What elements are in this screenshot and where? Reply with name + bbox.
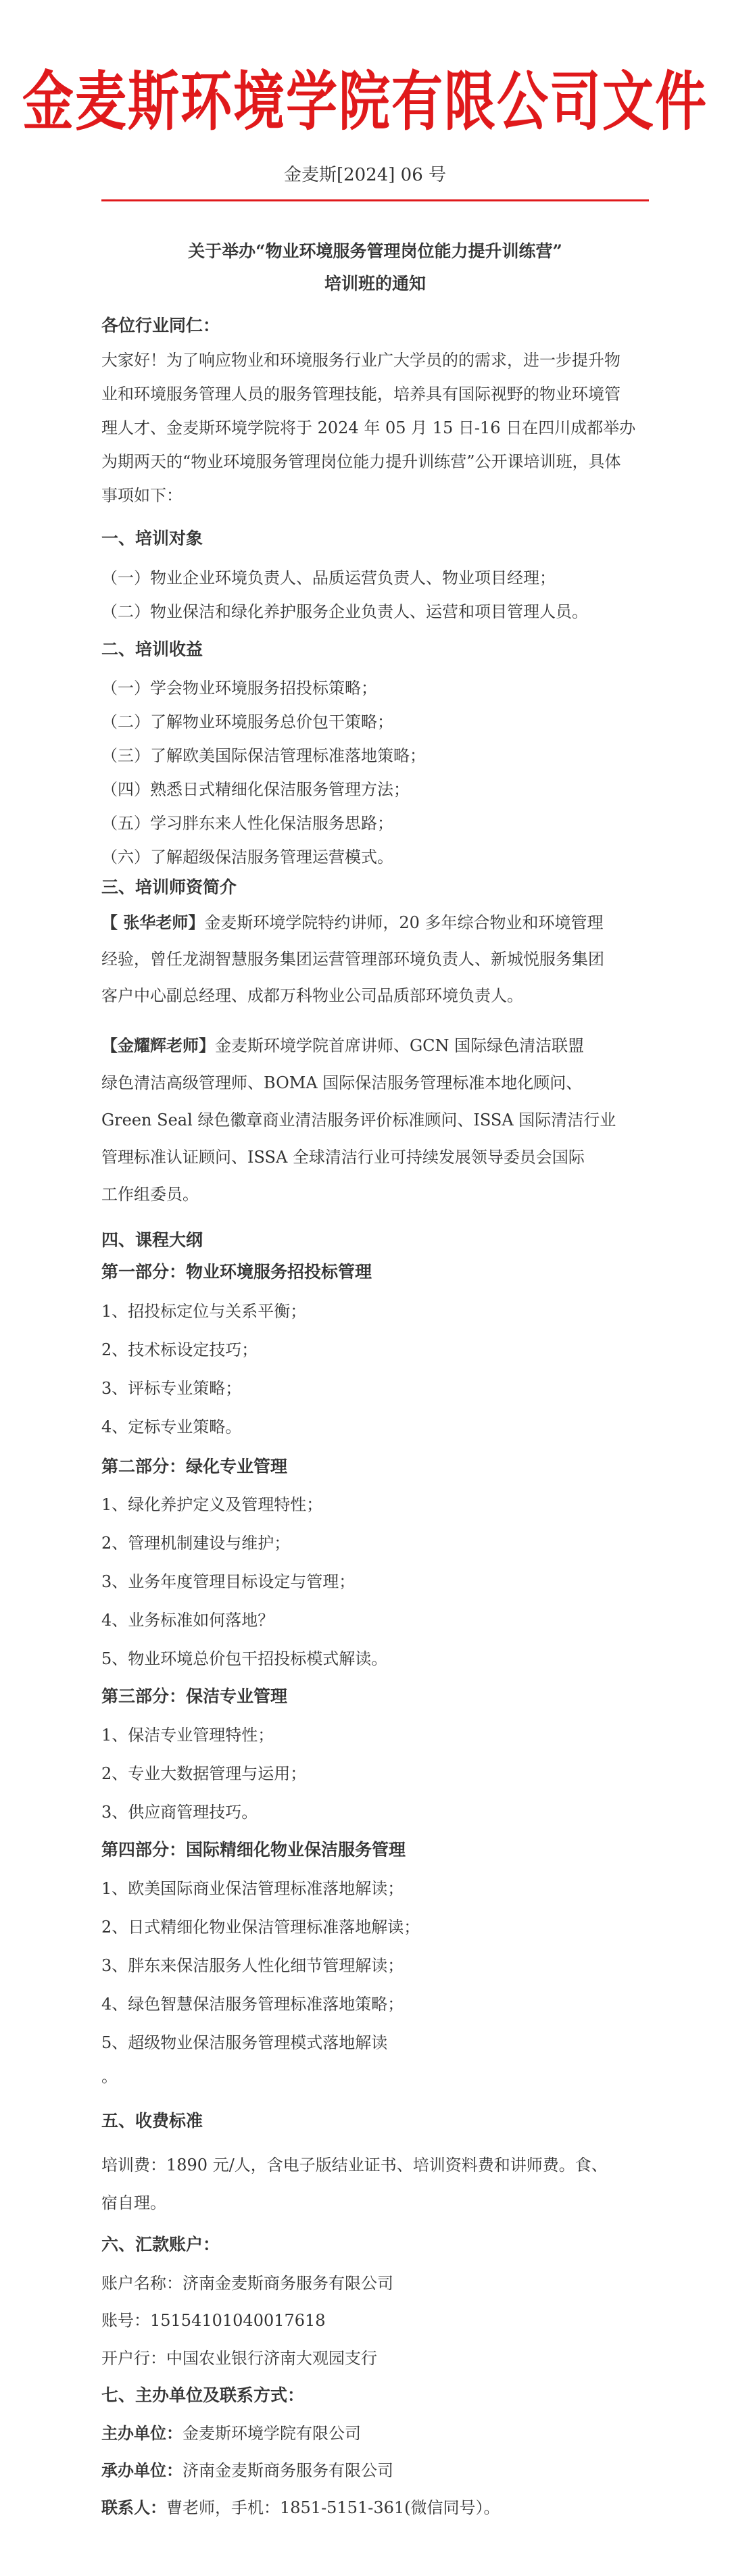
section-heading-benefits: 二、培训收益	[101, 639, 203, 659]
intro-line: 业和环境服务管理人员的服务管理技能，培养具有国际视野的物业环境管	[101, 385, 620, 404]
list-item: （一）学会物业环境服务招投标策略；	[101, 679, 377, 698]
list-item: （一）物业企业环境负责人、品质运营负责人、物业项目经理；	[101, 568, 556, 587]
syllabus-part-title: 第四部分：国际精细化物业保洁服务管理	[101, 1840, 406, 1860]
host-unit	[101, 2420, 649, 2444]
syllabus-item: 5、超级物业保洁服务管理模式落地解读	[101, 2033, 388, 2052]
trainer-1-name: 【 张华老师】	[101, 913, 205, 932]
account-number: 账号：15154101040017618	[101, 2311, 326, 2330]
syllabus-part-title: 第一部分：物业环境服务招投标管理	[101, 1262, 372, 1282]
section-heading-audience: 一、培训对象	[101, 529, 203, 548]
host-unit-label: 主办单位：	[101, 2423, 182, 2443]
trainer-2-intro	[101, 1032, 649, 1056]
section-heading-contact: 七、主办单位及联系方式：	[101, 2385, 305, 2405]
syllabus-part-title: 第三部分：保洁专业管理	[101, 1686, 288, 1706]
syllabus-item: 4、定标专业策略。	[101, 1417, 242, 1436]
trainer-1-bio-line: 客户中心副总经理、成都万科物业公司品质部环境负责人。	[101, 986, 523, 1005]
section-heading-fees: 五、收费标准	[101, 2111, 203, 2131]
syllabus-item: 3、业务年度管理目标设定与管理；	[101, 1572, 356, 1591]
organizer-unit-value: 济南金麦斯商务服务有限公司	[182, 2461, 393, 2480]
contact-person-value: 曹老师，手机：1851-5151-361(微信同号）。	[166, 2498, 500, 2517]
section-heading-account: 六、汇款账户：	[101, 2235, 220, 2254]
notice-title-line-1: 关于举办“物业环境服务管理岗位能力提升训练营”	[188, 241, 562, 261]
syllabus-item: 3、评标专业策略；	[101, 1379, 242, 1398]
syllabus-item: 4、业务标准如何落地？	[101, 1611, 274, 1630]
section-heading-syllabus: 四、课程大纲	[101, 1230, 203, 1250]
account-name: 账户名称：济南金麦斯商务服务有限公司	[101, 2274, 393, 2293]
letterhead-divider	[101, 199, 649, 201]
trainer-1-intro	[101, 909, 649, 933]
syllabus-item: 5、物业环境总价包干招投标模式解读。	[101, 1649, 388, 1668]
syllabus-item: 1、绿化养护定义及管理特性；	[101, 1495, 323, 1514]
organizer-unit	[101, 2457, 649, 2481]
fee-line: 宿自理。	[101, 2193, 166, 2212]
list-item: （二）物业保洁和绿化养护服务企业负责人、运营和项目管理人员。	[101, 602, 588, 621]
trainer-1-bio-line: 经验，曾任龙湖智慧服务集团运营管理部环境负责人、新城悦服务集团	[101, 950, 604, 969]
trainer-2-name: 【金耀辉老师】	[101, 1036, 215, 1055]
intro-line: 为期两天的“物业环境服务管理岗位能力提升训练营”公开课培训班，具体	[101, 452, 621, 471]
notice-title-line-2: 培训班的通知	[324, 274, 426, 293]
syllabus-item: 2、技术标设定技巧；	[101, 1340, 258, 1359]
intro-line: 事项如下：	[101, 486, 182, 505]
list-item: （六）了解超级保洁服务管理运营模式。	[101, 848, 393, 867]
contact-person-label: 联系人：	[101, 2498, 166, 2517]
fee-line: 培训费：1890 元/人，含电子版结业证书、培训资料费和讲师费。食、	[101, 2156, 608, 2174]
list-item: （二）了解物业环境服务总价包干策略；	[101, 712, 393, 731]
syllabus-item: 2、管理机制建设与维护；	[101, 1534, 291, 1553]
section-heading-trainers: 三、培训师资简介	[101, 877, 237, 897]
trainer-2-bio-line: Green Seal 绿色徽章商业清洁服务评价标准顾问、ISSA 国际清洁行业	[101, 1111, 616, 1129]
trainer-1-bio-line: 金麦斯环境学院特约讲师，20 多年综合物业和环境管理	[204, 913, 604, 932]
organizer-unit-label: 承办单位：	[101, 2460, 182, 2480]
list-item: （三）了解欧美国际保洁管理标准落地策略；	[101, 746, 426, 765]
syllabus-part-title: 第二部分：绿化专业管理	[101, 1457, 288, 1476]
trainer-2-bio-line: 工作组委员。	[101, 1185, 199, 1204]
trainer-2-bio-line: 绿色清洁高级管理师、BOMA 国际保洁服务管理标准本地化顾问、	[101, 1073, 583, 1092]
salutation: 各位行业同仁：	[101, 316, 220, 335]
syllabus-item: 4、绿色智慧保洁服务管理标准落地策略；	[101, 1995, 404, 2014]
host-unit-value: 金麦斯环境学院有限公司	[182, 2424, 361, 2443]
syllabus-item: 3、供应商管理技巧。	[101, 1803, 258, 1822]
list-item: （五）学习胖东来人性化保洁服务思路；	[101, 814, 393, 833]
trainer-2-bio-line: 管理标准认证顾问、ISSA 全球清洁行业可持续发展领导委员会国际	[101, 1148, 585, 1167]
syllabus-item: 2、日式精细化物业保洁管理标准落地解读；	[101, 1918, 420, 1937]
list-item: （四）熟悉日式精细化保洁服务管理方法；	[101, 780, 410, 799]
intro-line: 大家好！为了响应物业和环境服务行业广大学员的的需求，进一步提升物	[101, 351, 620, 370]
account-bank: 开户行：中国农业银行济南大观园支行	[101, 2349, 377, 2368]
syllabus-item: 2、专业大数据管理与运用；	[101, 1764, 307, 1783]
contact-person	[101, 2494, 649, 2518]
trainer-2-bio-line: 金麦斯环境学院首席讲师、GCN 国际绿色清洁联盟	[215, 1036, 585, 1055]
letterhead-title: 金麦斯环境学院有限公司文件	[22, 64, 708, 139]
document-number: 金麦斯[2024] 06 号	[283, 165, 447, 185]
syllabus-item: 1、欧美国际商业保洁管理标准落地解读；	[101, 1879, 404, 1898]
syllabus-item: 1、保洁专业管理特性；	[101, 1726, 274, 1745]
intro-line: 理人才、金麦斯环境学院将于 2024 年 05 月 15 日-16 日在四川成都举办	[101, 418, 636, 437]
syllabus-item: 3、胖东来保洁服务人性化细节管理解读；	[101, 1956, 404, 1975]
syllabus-item: 。	[101, 2067, 118, 2086]
syllabus-item: 1、招投标定位与关系平衡；	[101, 1302, 307, 1321]
